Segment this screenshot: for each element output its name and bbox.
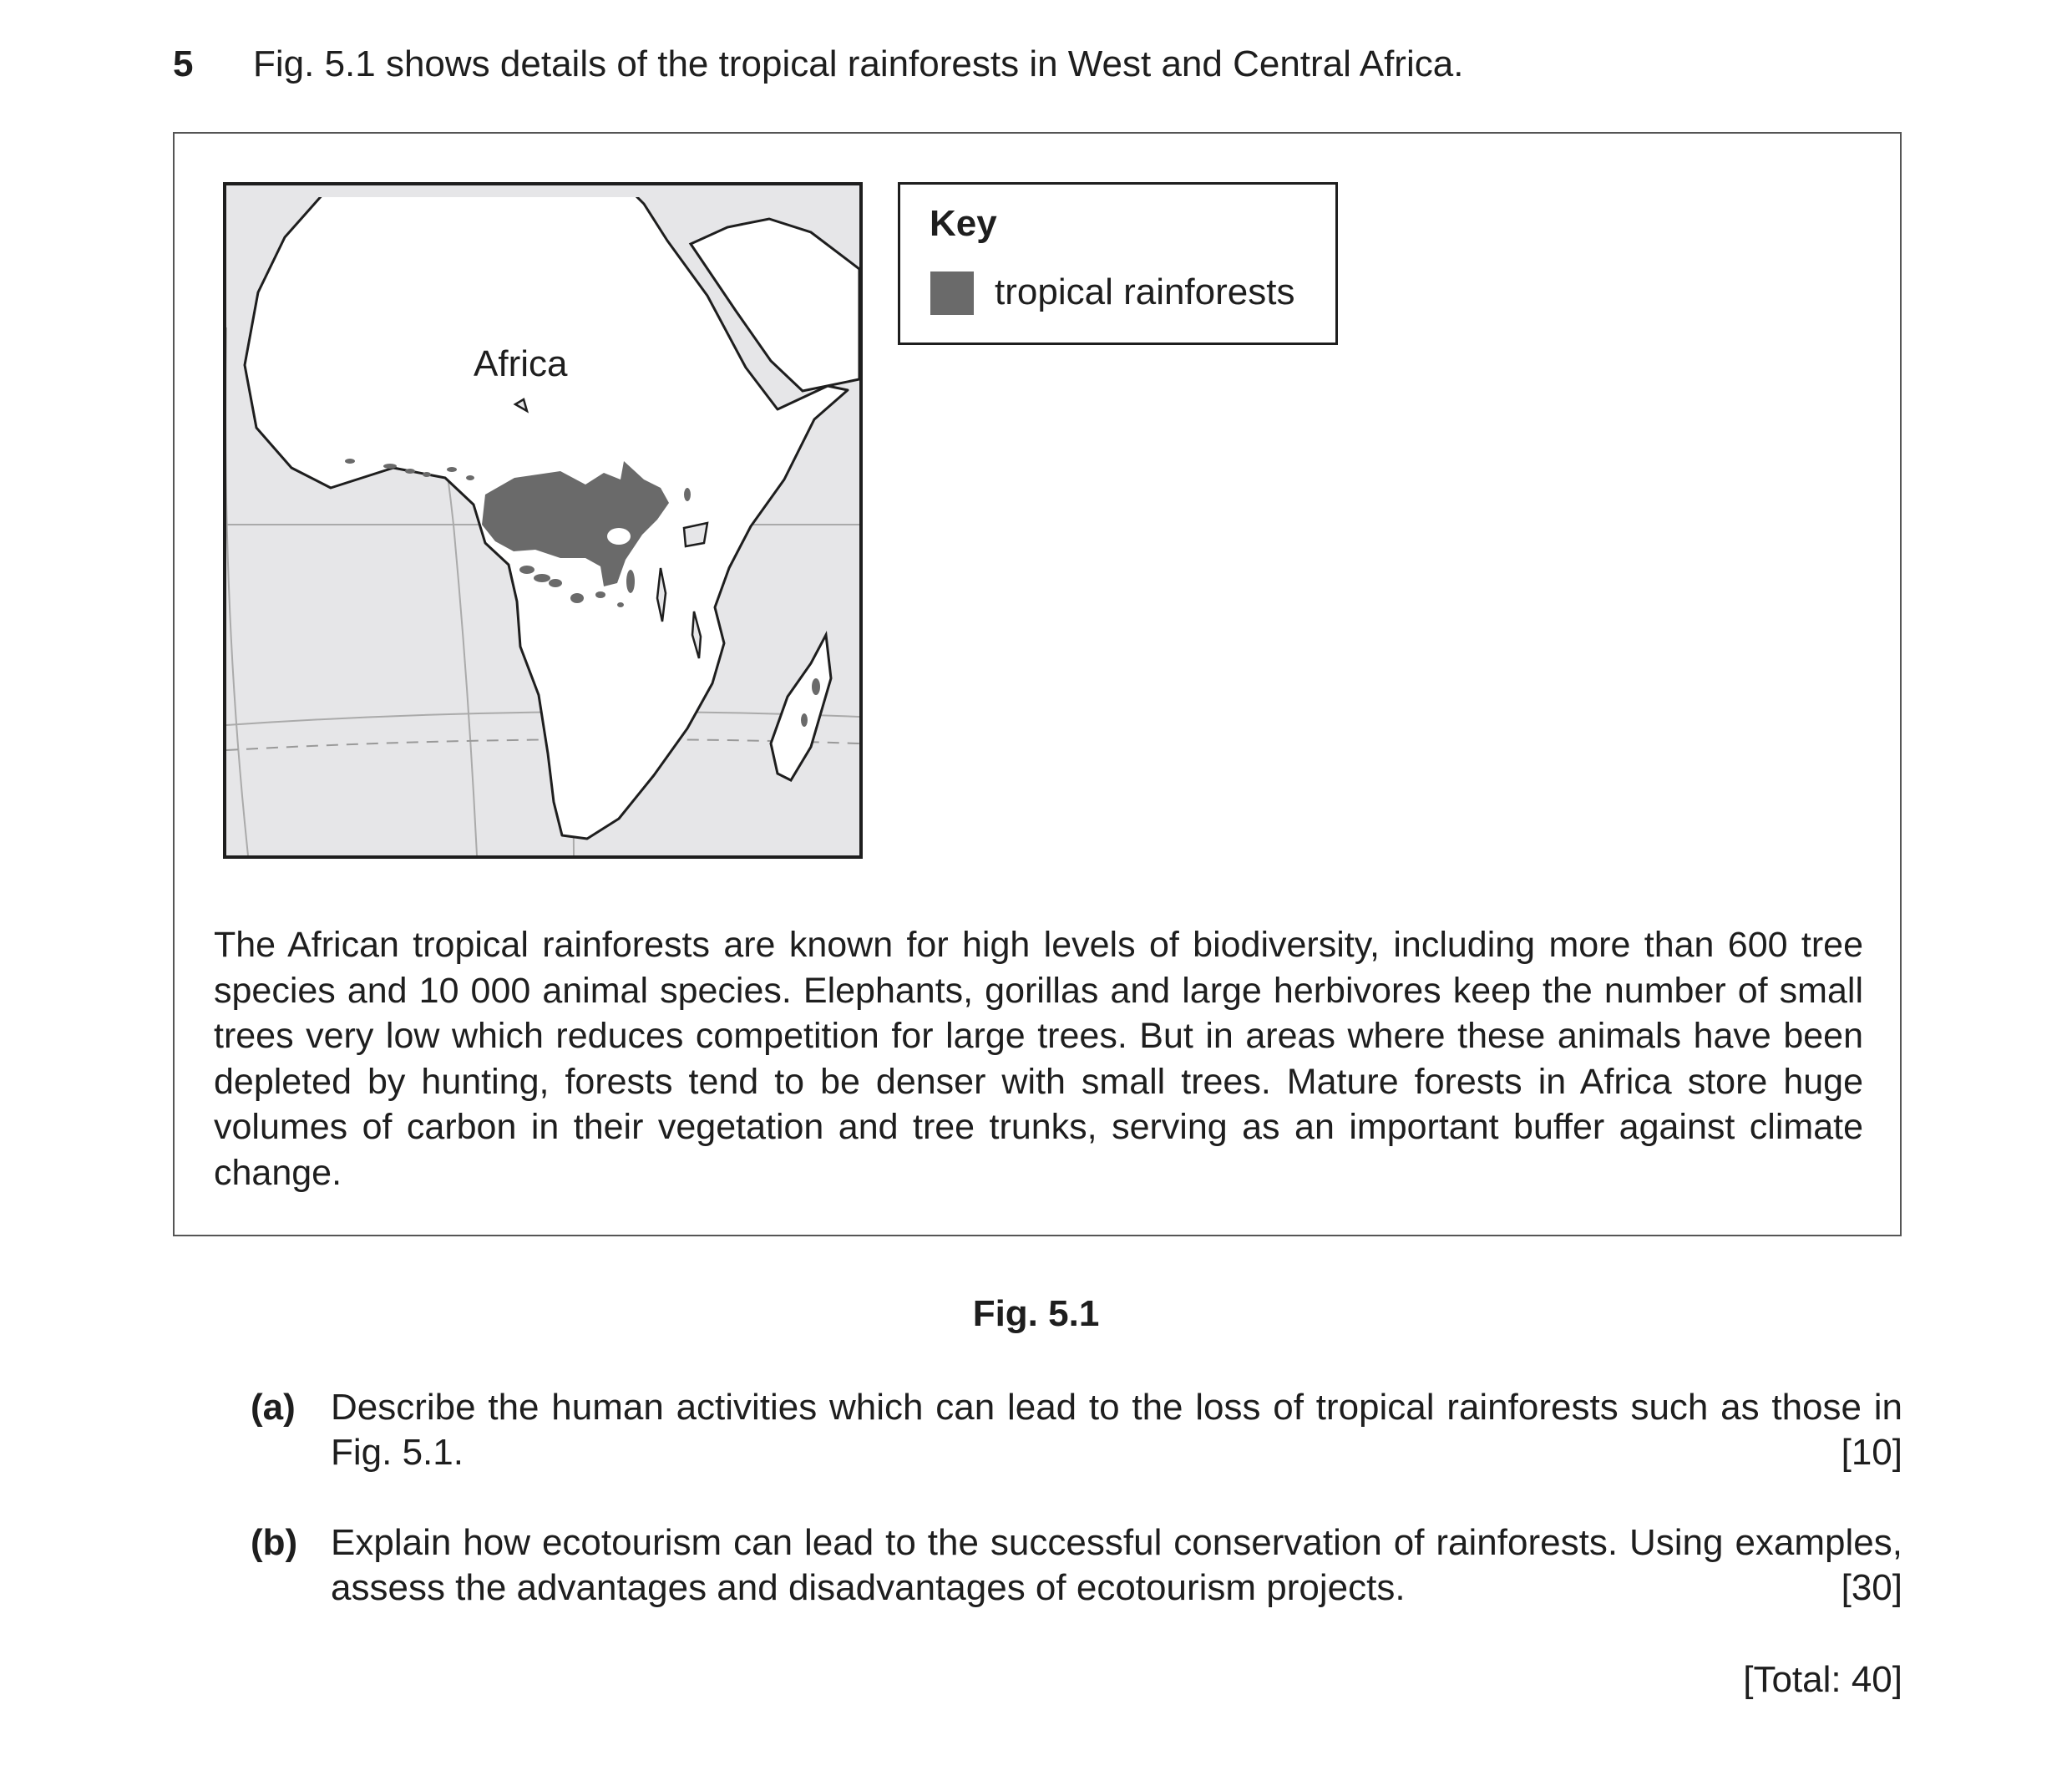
africa-map: [223, 182, 863, 859]
part-b-text: Explain how ecotourism can lead to the successful conservation of rainforests. Using examples, assess the advantages and disadvantages of ecotourism projects.: [331, 1522, 1902, 1608]
total-marks: [Total: 40]: [1743, 1659, 1902, 1700]
part-a-marks: [10]: [1841, 1432, 1902, 1473]
map-key: [898, 182, 1338, 345]
part-b-label: (b): [251, 1522, 298, 1563]
madagascar: [771, 635, 831, 780]
key-label-rainforest: tropical rainforests: [995, 271, 1295, 312]
rainforest-swatch: [930, 271, 974, 315]
part-a-label: (a): [251, 1387, 296, 1428]
africa-map-graphic: [226, 185, 859, 855]
figure-caption: Fig. 5.1: [972, 1293, 1100, 1334]
question-intro: Fig. 5.1 shows details of the tropical rainforests in West and Central Africa.: [253, 43, 1464, 84]
map-label-africa: Africa: [474, 343, 568, 384]
part-b-marks: [30]: [1841, 1567, 1902, 1608]
tropic-line: [226, 739, 859, 750]
key-title: Key: [930, 203, 997, 244]
part-a-text: Describe the human activities which can lead to the loss of tropical rainforests such as those in Fig. 5.1.: [331, 1387, 1902, 1473]
question-part-a: [251, 1385, 1902, 1475]
question-number: 5: [173, 43, 194, 84]
question-part-b: [251, 1520, 1902, 1611]
figure-passage: The African tropical rainforests are known for high levels of biodiversity, including more than 600 tree species and 10 000 animal species. Elephants, gorillas and large herbivores keep the number of small trees very low which reduces competition for large trees. But in areas where these animals have been depleted by hunting, forests tend to be denser with small trees. Mature forests in Africa store huge volumes of carbon in their vegetation and tree trunks, serving as an important buffer against climate change.: [214, 925, 1863, 1193]
